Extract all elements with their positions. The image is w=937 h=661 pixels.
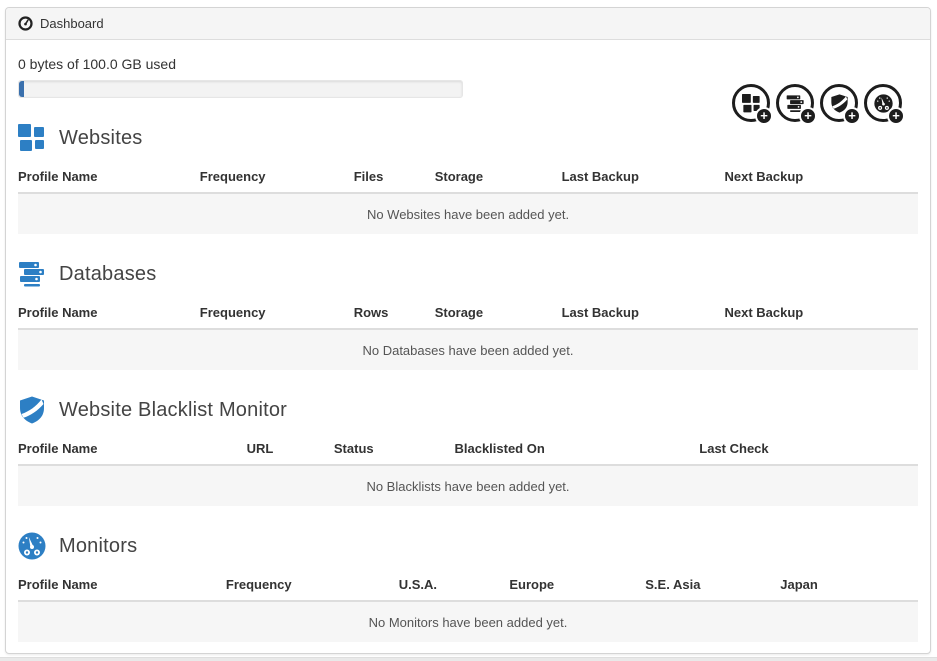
panel-header <box>6 8 930 40</box>
add-blacklist-monitor-button[interactable] <box>820 84 858 122</box>
column-header: Profile Name <box>18 436 247 465</box>
empty-state-message: No Blacklists have been added yet. <box>18 465 918 506</box>
column-header: Profile Name <box>18 164 200 193</box>
column-header: Last Backup <box>562 164 725 193</box>
table-header-row <box>18 164 918 193</box>
empty-state-message: No Monitors have been added yet. <box>18 601 918 642</box>
column-header: Storage <box>435 164 562 193</box>
database-servers-icon <box>18 260 46 288</box>
empty-state-message: No Databases have been added yet. <box>18 329 918 370</box>
column-header: Profile Name <box>18 300 200 329</box>
column-header: Blacklisted On <box>454 436 699 465</box>
section-title: Website Blacklist Monitor <box>59 398 288 421</box>
plus-badge: + <box>799 107 817 125</box>
add-monitor-button[interactable] <box>864 84 902 122</box>
column-header: Frequency <box>200 164 354 193</box>
storage-usage-text: 0 bytes of 100.0 GB used <box>18 56 176 72</box>
section-table <box>18 436 918 506</box>
empty-state-row <box>18 329 918 370</box>
column-header: Storage <box>435 300 562 329</box>
column-header: U.S.A. <box>399 572 510 601</box>
dashboard-gauge-icon <box>18 16 33 31</box>
column-header: Rows <box>354 300 435 329</box>
section <box>18 396 918 506</box>
column-header: Next Backup <box>724 164 918 193</box>
section-header <box>18 396 918 424</box>
section-table <box>18 300 918 370</box>
section <box>18 260 918 370</box>
dashboard-panel <box>5 7 931 654</box>
sections <box>18 124 918 642</box>
column-header: Files <box>354 164 435 193</box>
empty-state-row <box>18 465 918 506</box>
section-title: Websites <box>59 126 143 149</box>
plus-badge: + <box>755 107 773 125</box>
section <box>18 124 918 234</box>
storage-progress-bar <box>19 81 24 97</box>
column-header: Europe <box>509 572 645 601</box>
section-table <box>18 572 918 642</box>
websites-tiles-icon <box>18 124 46 152</box>
column-header: Frequency <box>200 300 354 329</box>
section-header <box>18 532 918 560</box>
column-header: Status <box>334 436 455 465</box>
section-header <box>18 124 918 152</box>
table-header-row <box>18 300 918 329</box>
add-database-button[interactable] <box>776 84 814 122</box>
add-website-button[interactable] <box>732 84 770 122</box>
column-header: Next Backup <box>724 300 918 329</box>
plus-badge: + <box>843 107 861 125</box>
section-title: Monitors <box>59 534 138 557</box>
column-header: URL <box>247 436 334 465</box>
gauge-icon <box>18 532 46 560</box>
column-header: Last Check <box>699 436 918 465</box>
shield-icon <box>18 396 46 424</box>
plus-badge: + <box>887 107 905 125</box>
quick-add-buttons <box>732 84 902 122</box>
section <box>18 532 918 642</box>
table-header-row <box>18 436 918 465</box>
empty-state-row <box>18 193 918 234</box>
page-bottom-edge <box>0 657 937 661</box>
panel-body <box>6 56 930 642</box>
column-header: Japan <box>780 572 918 601</box>
column-header: S.E. Asia <box>645 572 780 601</box>
empty-state-row <box>18 601 918 642</box>
empty-state-message: No Websites have been added yet. <box>18 193 918 234</box>
section-table <box>18 164 918 234</box>
section-title: Databases <box>59 262 157 285</box>
table-header-row <box>18 572 918 601</box>
column-header: Profile Name <box>18 572 226 601</box>
panel-title: Dashboard <box>40 16 104 31</box>
storage-progress-track <box>18 80 463 98</box>
column-header: Frequency <box>226 572 399 601</box>
section-header <box>18 260 918 288</box>
column-header: Last Backup <box>562 300 725 329</box>
